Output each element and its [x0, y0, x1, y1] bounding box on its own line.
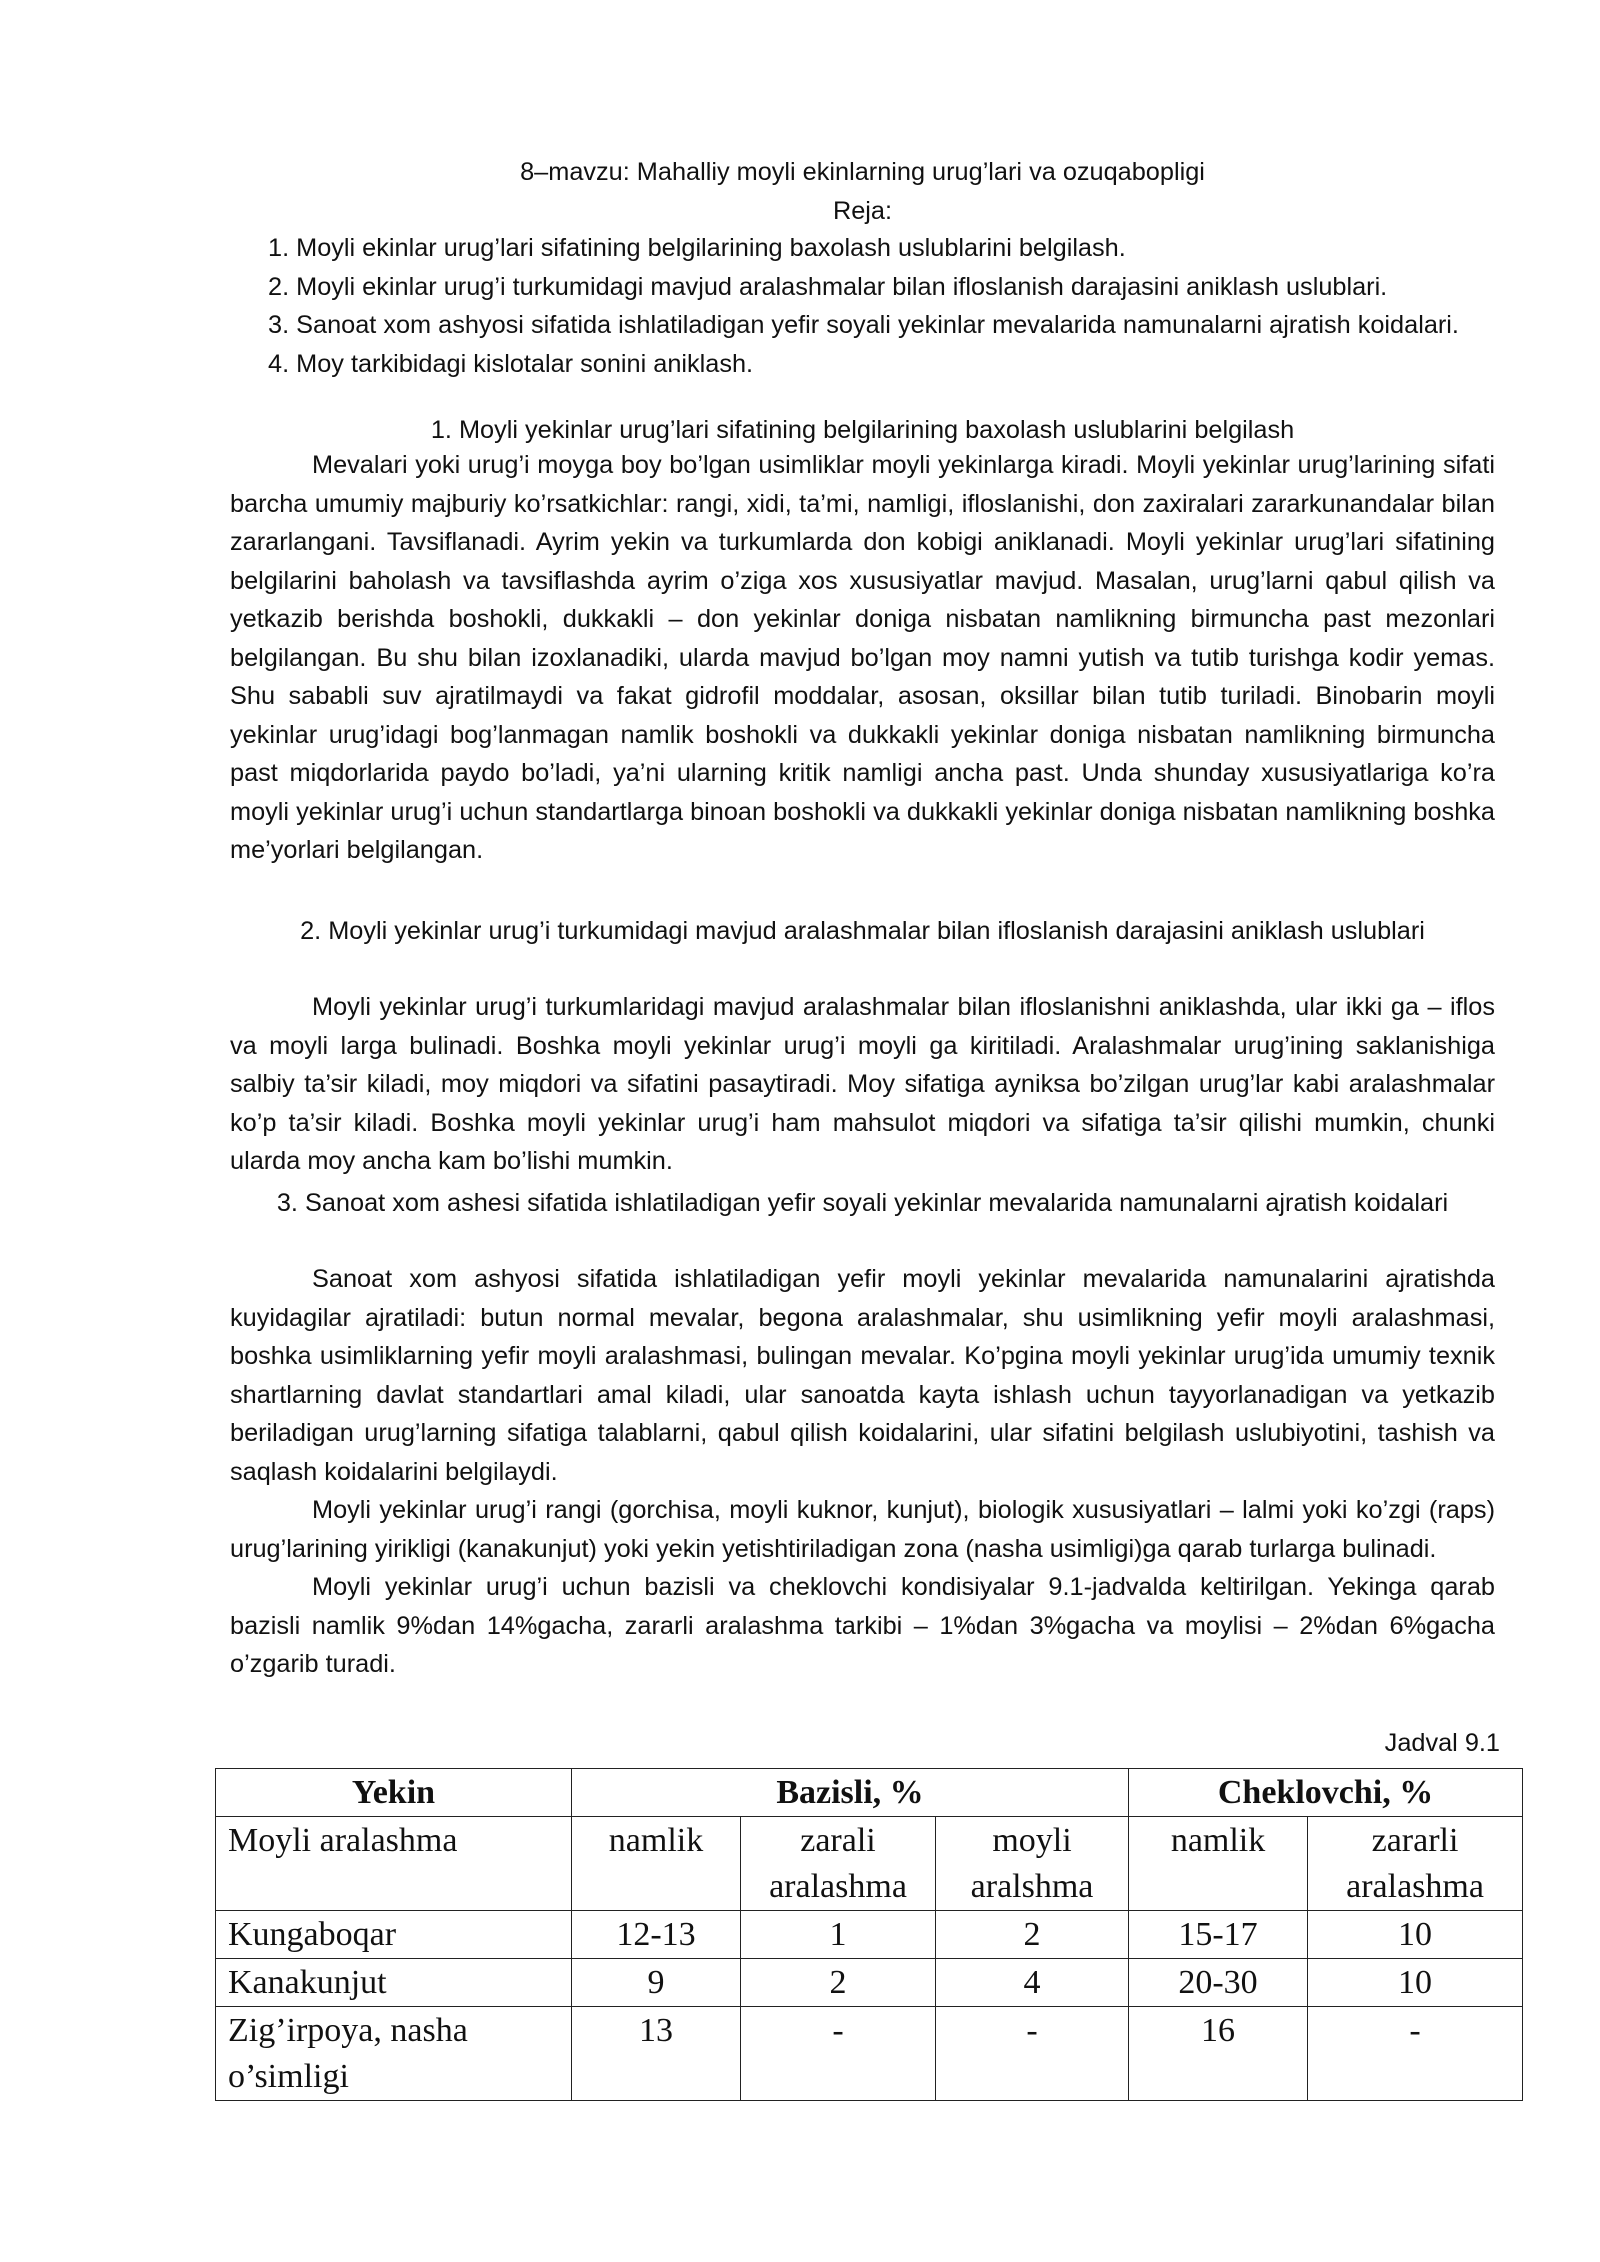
table-cell: 1	[741, 1911, 936, 1959]
paragraph: Mevalari yoki urug’i moyga boy bo’lgan usimliklar moyli yekinlarga kiradi. Moyli yekinlar urug’larining sifati barcha umumiy majburiy ko’rsatkichlar: rangi, xidi, ta’mi, namligi, ifloslanishi, don zaxiralari zararkunandalar bilan zararlangani. Tavsiflanadi. Ayrim yekin va turkumlarda don kobigi aniklanadi. Moyli yekinlar urug’lari sifatining belgilarini baholash va tavsiflashda ayrim o’ziga xos xususiyatlar mavjud. Masalan, urug’larni qabul qilish va yetkazib berishda boshokli, dukkakli – don yekinlar doniga nisbatan namlikning birmuncha past mezonlari belgilangan. Bu shu bilan izoxlanadiki, ularda mavjud bo’lgan moy namni yutish va tutib turishga kodir yemas. Shu sababli suv ajratilmaydi va fakat gidrofil moddalar, asosan, oksillar bilan tutib turiladi. Binobarin moyli yekinlar urug’idagi bog’lanmagan namlik boshokli va dukkakli yekinlar doniga nisbatan namlikning birmuncha past miqdorlarida paydo bo’ladi, ya’ni ularning kritik namligi ancha past. Unda shunday xususiyatlariga ko’ra moyli yekinlar urug’i uchun standartlarga binoan boshokli va dukkakli yekinlar doniga nisbatan namlikning boshka me’yorlari belgilangan.	[230, 451, 1495, 864]
table-header-row	[216, 1769, 1523, 1817]
document-title	[230, 153, 1495, 230]
table-cell: 20-30	[1129, 1959, 1308, 2007]
paragraph: Moyli yekinlar urug’i rangi (gorchisa, moyli kuknor, kunjut), biologik xususiyatlari – lalmi yoki ko’zgi (raps) urug’larining yirikligi (kanakunjut) yoki yekin yetishtiriladigan zona (nasha usimligi)ga qarab turlarga bulinadi.	[230, 1496, 1495, 1563]
table-subheader-row	[216, 1817, 1523, 1911]
subheader-cell: Moyli aralashma	[216, 1817, 572, 1911]
header-cell-cheklovchi: Cheklovchi, %	[1129, 1769, 1523, 1817]
table-cell: -	[936, 2007, 1129, 2101]
table-cell: -	[1308, 2007, 1523, 2101]
paragraph: Moyli yekinlar urug’i uchun bazisli va cheklovchi kondisiyalar 9.1-jadvalda keltirilgan. Yekinga qarab bazisli namlik 9%dan 14%gacha, zararli aralashma tarkibi – 1%dan 3%gacha va moylisi – 2%dan 6%gacha o’zgarib turadi.	[230, 1573, 1495, 1678]
table-cell: 4	[936, 1959, 1129, 2007]
table-cell: 10	[1308, 1959, 1523, 2007]
table-cell: 2	[741, 1959, 936, 2007]
table-cell: Kanakunjut	[216, 1959, 572, 2007]
plan-item: 2. Moyli ekinlar urug’i turkumidagi mavjud aralashmalar bilan ifloslanish darajasini aniklash uslublari.	[268, 272, 1388, 301]
table-row	[216, 1911, 1523, 1959]
table-cell: 13	[572, 2007, 741, 2101]
section-heading: 2. Moyli yekinlar urug’i turkumidagi mavjud aralashmalar bilan ifloslanish darajasini aniklash uslublari	[300, 917, 1425, 945]
paragraph: Moyli yekinlar urug’i turkumlaridagi mavjud aralashmalar bilan ifloslanishni aniklashda, ular ikki ga – iflos va moyli larga bulinadi. Boshka moyli yekinlar urug’i moyli ga kiritiladi. Aralashmalar urug’ining saklanishiga salbiy ta’sir kiladi, moy miqdori va sifatini pasaytiradi. Moy sifatiga ayniksa bo’zilgan urug’lar kabi aralashmalar ko’p ta’sir kiladi. Boshka moyli yekinlar urug’i ham mahsulot miqdori va sifatiga ta’sir qilishi mumkin, chunki ularda moy ancha kam bo’lishi mumkin.	[230, 993, 1495, 1175]
table-caption: Jadval 9.1	[1384, 1729, 1500, 1757]
section-body	[230, 446, 1495, 870]
data-table	[215, 1768, 1522, 2101]
table-cell: 12-13	[572, 1911, 741, 1959]
section-heading: 1. Moyli yekinlar urug’lari sifatining belgilarining baxolash uslublarini belgilash	[430, 416, 1295, 444]
plan-item: 4. Moy tarkibidagi kislotalar sonini aniklash.	[268, 349, 754, 378]
table-cell: 15-17	[1129, 1911, 1308, 1959]
section-body	[230, 988, 1495, 1181]
table-cell: -	[741, 2007, 936, 2101]
plan-item: 3. Sanoat xom ashyosi sifatida ishlatiladigan yefir soyali yekinlar mevalarida namunalarni ajratish koidalari.	[268, 311, 1459, 339]
plan-item: 1. Moyli ekinlar urug’lari sifatining belgilarining baxolash uslublarini belgilash.	[268, 234, 1126, 262]
section-heading: 3. Sanoat xom ashesi sifatida ishlatiladigan yefir soyali yekinlar mevalarida namunalarni ajratish koidalari	[276, 1189, 1449, 1217]
table-cell: Kungaboqar	[216, 1911, 572, 1959]
table-cell: 2	[936, 1911, 1129, 1959]
subheader-cell: namlik	[1129, 1817, 1308, 1911]
header-cell-yekin: Yekin	[216, 1769, 572, 1817]
table-cell: Zig’irpoya, nasha o’simligi	[216, 2007, 572, 2101]
plan-heading: Reja:	[832, 196, 893, 225]
subheader-cell: moyli aralshma	[936, 1817, 1129, 1911]
table-cell: 9	[572, 1959, 741, 2007]
subheader-cell: zarali aralashma	[741, 1817, 936, 1911]
section-body	[230, 1260, 1495, 1684]
paragraph: Sanoat xom ashyosi sifatida ishlatiladigan yefir moyli yekinlar mevalarida namunalarini ajratishda kuyidagilar ajratiladi: butun normal mevalar, begona aralashmalar, shu usimlikning yefir moyli aralashmasi, boshka usimliklarning yefir moyli aralashmasi, bulingan mevalar. Ko’pgina moyli yekinlar urug’ida umumiy texnik shartlarning davlat standartlari amal kiladi, ular sanoatda kayta ishlash uchun tayyorlanadigan va yetkazib beriladigan urug’larning sifatiga talablarni, qabul qilish koidalarini, ular sifatini belgilash uslubiyotini, tashish va saqlash koidalarini belgilaydi.	[230, 1265, 1495, 1486]
plan-list	[268, 229, 1495, 383]
conditions-table	[215, 1768, 1523, 2101]
table-row	[216, 1959, 1523, 2007]
subheader-cell: namlik	[572, 1817, 741, 1911]
header-cell-bazisli: Bazisli, %	[572, 1769, 1129, 1817]
table-row	[216, 2007, 1523, 2101]
table-cell: 16	[1129, 2007, 1308, 2101]
topic-title: 8–mavzu: Mahalliy moyli ekinlarning urug’lari va ozuqabopligi	[520, 158, 1205, 186]
table-cell: 10	[1308, 1911, 1523, 1959]
subheader-cell: zararli aralashma	[1308, 1817, 1523, 1911]
